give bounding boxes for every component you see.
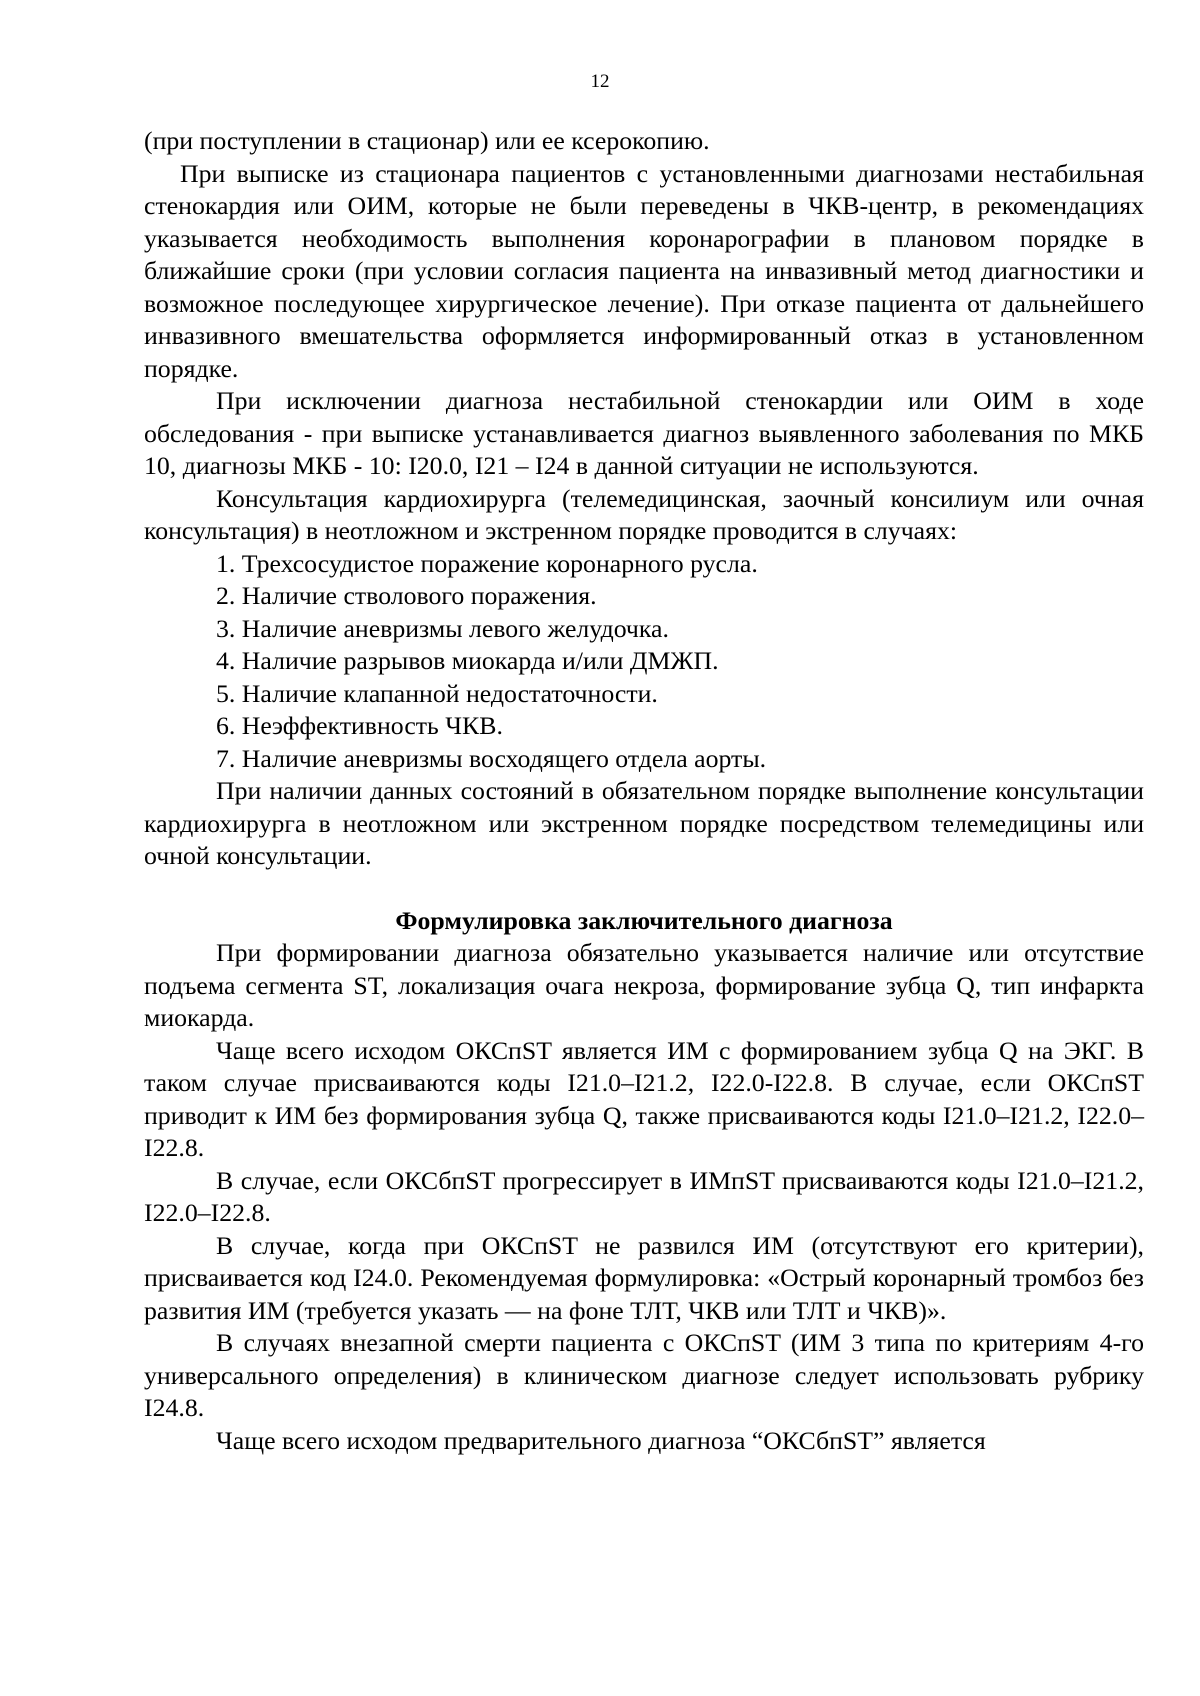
paragraph-exclusion: При исключении диагноза нестабильной стенокардии или ОИМ в ходе обследования - при выписке устанавливается диагноз выявленного заболевания по МКБ 10, диагнозы МКБ - 10: I20.0, I21 – I24 в данной ситуации не используются. [144,386,1144,480]
list-item: 5. Наличие клапанной недостаточности. [216,678,658,708]
list-item: 1. Трехсосудистое поражение коронарного русла. [216,548,758,578]
paragraph-sudden-death: В случаях внезапной смерти пациента с ОКСпST (ИМ 3 типа по критериям 4-го универсального определения) в клиническом диагнозе следует использовать рубрику I24.8. [144,1328,1144,1422]
paragraph-diagnosis-formation: При формировании диагноза обязательно указывается наличие или отсутствие подъема сегмента ST, локализация очага некроза, формирование зубца Q, тип инфаркта миокарда. [144,938,1144,1032]
paragraph-continuation: (при поступлении в стационар) или ее ксерокопию. [144,126,710,155]
indications-list [144,548,1144,776]
list-item: 7. Наличие аневризмы восходящего отдела аорты. [216,743,767,773]
list-item: 2. Наличие стволового поражения. [216,581,597,610]
list-item: 6. Неэффективность ЧКВ. [216,711,503,740]
paragraph-nstemi-progression: В случае, если ОКСбпST прогрессирует в ИМпST присваиваются коды I21.0–I21.2, I22.0–I22.8. [144,1165,1144,1227]
section-heading: Формулировка заключительного диагноза [395,905,893,935]
page-number: 12 [590,71,610,92]
paragraph-consultation: Консультация кардиохирурга (телемедицинская, заочный консилиум или очная консультация) в неотложном и экстренном порядке проводится в случаях: [144,483,1144,545]
paragraph-after-list: При наличии данных состояний в обязательном порядке выполнение консультации кардиохирурга в неотложном или экстренном порядке посредством телемедицины или очной консультации. [144,776,1144,870]
paragraph-discharge: При выписке из стационара пациентов с установленными диагнозами нестабильная стенокардия или ОИМ, которые не были переведены в ЧКВ-центр, в рекомендациях указывается необходимость выполнения коронарографии в плановом порядке в ближайшие сроки (при условии согласия пациента на инвазивный метод диагностики и возможное последующее хирургическое лечение). При отказе пациента от дальнейшего инвазивного вмешательства оформляется информированный отказ в установленном порядке. [144,158,1144,383]
list-item: 3. Наличие аневризмы левого желудочка. [216,613,669,643]
paragraph-stemi-outcome: Чаще всего исходом ОКСпST является ИМ с формированием зубца Q на ЭКГ. В таком случае присваиваются коды I21.0–I21.2, I22.0-I22.8. В случае, если ОКСпST приводит к ИМ без формирования зубца Q, также присваиваются коды I21.0–I21.2, I22.0–I22.8. [144,1035,1144,1162]
paragraph-no-mi: В случае, когда при ОКСпST не развился ИМ (отсутствуют его критерии), присваивается код I24.0. Рекомендуемая формулировка: «Острый коронарный тромбоз без развития ИМ (требуется указать — на фоне ТЛТ, ЧКВ или ТЛТ и ЧКВ)». [144,1230,1144,1325]
list-item: 4. Наличие разрывов миокарда и/или ДМЖП. [216,646,719,675]
document-body [144,125,1144,1457]
paragraph-preliminary: Чаще всего исходом предварительного диагноза “ОКСбпST” является [216,1425,986,1455]
